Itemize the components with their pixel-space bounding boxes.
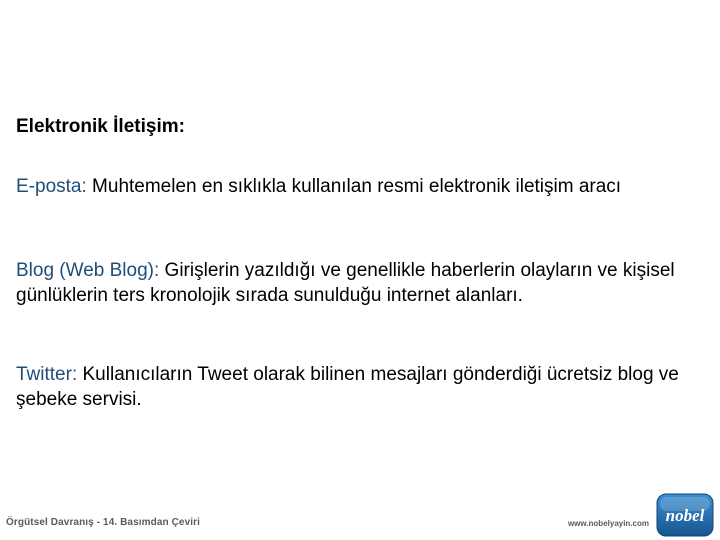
footer-url: www.nobelyayin.com	[567, 519, 649, 528]
definition-email: Muhtemelen en sıklıkla kullanılan resmi elektronik iletişim aracı	[86, 176, 622, 197]
definition-blog: Girişlerin yazıldığı ve genellikle haberlerin olayların ve kişisel günlüklerin ters kronolojik sırada sunulduğu internet alanları.	[16, 260, 675, 306]
term-twitter: Twitter:	[16, 364, 78, 385]
paragraph-blog	[16, 258, 696, 308]
nobel-logo	[656, 493, 714, 537]
definition-twitter: Kullanıcıların Tweet olarak bilinen mesajları gönderdiği ücretsiz blog ve şebeke servisi.	[16, 364, 679, 410]
term-email: E-posta:	[16, 176, 87, 197]
paragraph-email	[16, 174, 696, 199]
paragraph-twitter	[16, 362, 696, 412]
slide-title: Elektronik İletişim:	[16, 116, 185, 137]
term-blog: Blog (Web Blog):	[16, 260, 160, 281]
logo-text: nobel	[665, 506, 705, 525]
footer-book-title: Örgütsel Davranış - 14. Basımdan Çeviri	[6, 517, 200, 528]
